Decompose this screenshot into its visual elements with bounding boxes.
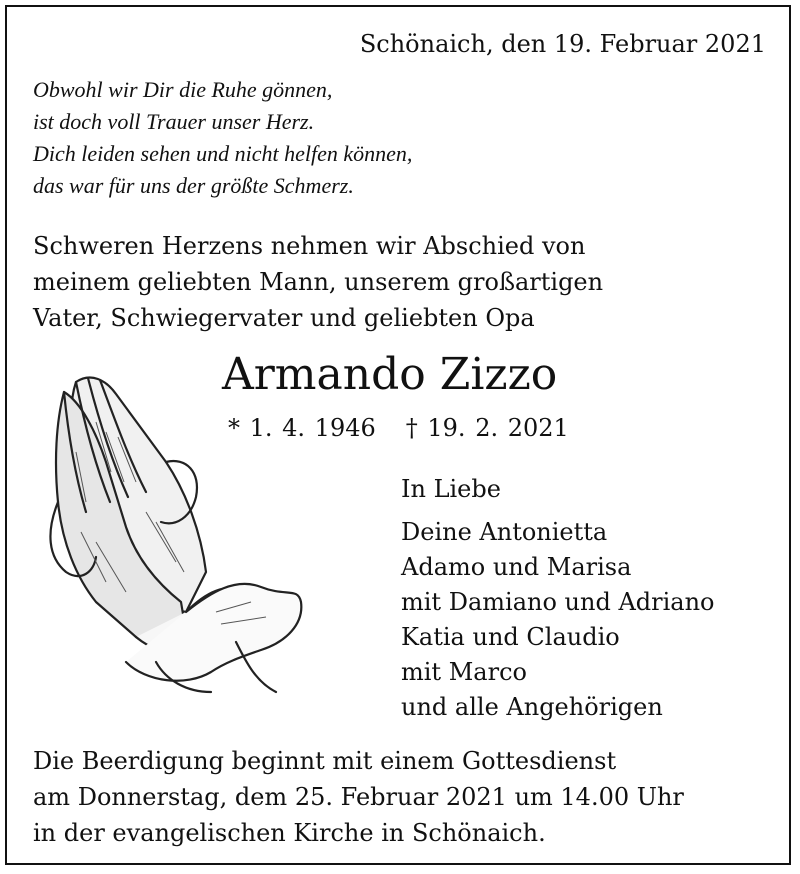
poem-line: das war für uns der größte Schmerz. — [33, 173, 354, 198]
funeral-line: in der evangelischen Kirche in Schönaich. — [33, 819, 546, 847]
family-list — [401, 472, 715, 725]
poem-line: ist doch voll Trauer unser Herz. — [33, 109, 315, 134]
deceased-name: Armando Zizzo — [222, 349, 558, 400]
family-member: Adamo und Marisa — [401, 553, 632, 581]
life-dates — [228, 410, 569, 446]
family-member: und alle Angehörigen — [401, 693, 663, 721]
poem-line: Dich leiden sehen und nicht helfen können, — [33, 141, 413, 166]
intro-line: Schweren Herzens nehmen wir Abschied von — [33, 232, 586, 260]
intro-line: meinem geliebten Mann, unserem großartigen — [33, 268, 604, 296]
death-date: † 19. 2. 2021 — [405, 414, 569, 442]
funeral-line: am Donnerstag, dem 25. Februar 2021 um 14.00 Uhr — [33, 783, 684, 811]
family-member: mit Damiano und Adriano — [401, 588, 715, 616]
poem-line: Obwohl wir Dir die Ruhe gönnen, — [33, 77, 333, 102]
poem — [33, 74, 412, 202]
place-date: Schönaich, den 19. Februar 2021 — [359, 30, 766, 58]
family-member: mit Marco — [401, 658, 527, 686]
family-member: Deine Antonietta — [401, 518, 608, 546]
family-member: Katia und Claudio — [401, 623, 620, 651]
funeral-line: Die Beerdigung beginnt mit einem Gottesdienst — [33, 747, 617, 775]
intro-text — [33, 228, 603, 336]
family-lead: In Liebe — [401, 475, 501, 503]
birth-date: * 1. 4. 1946 — [228, 414, 376, 442]
intro-line: Vater, Schwiegervater und geliebten Opa — [33, 304, 535, 332]
funeral-info — [33, 743, 684, 851]
